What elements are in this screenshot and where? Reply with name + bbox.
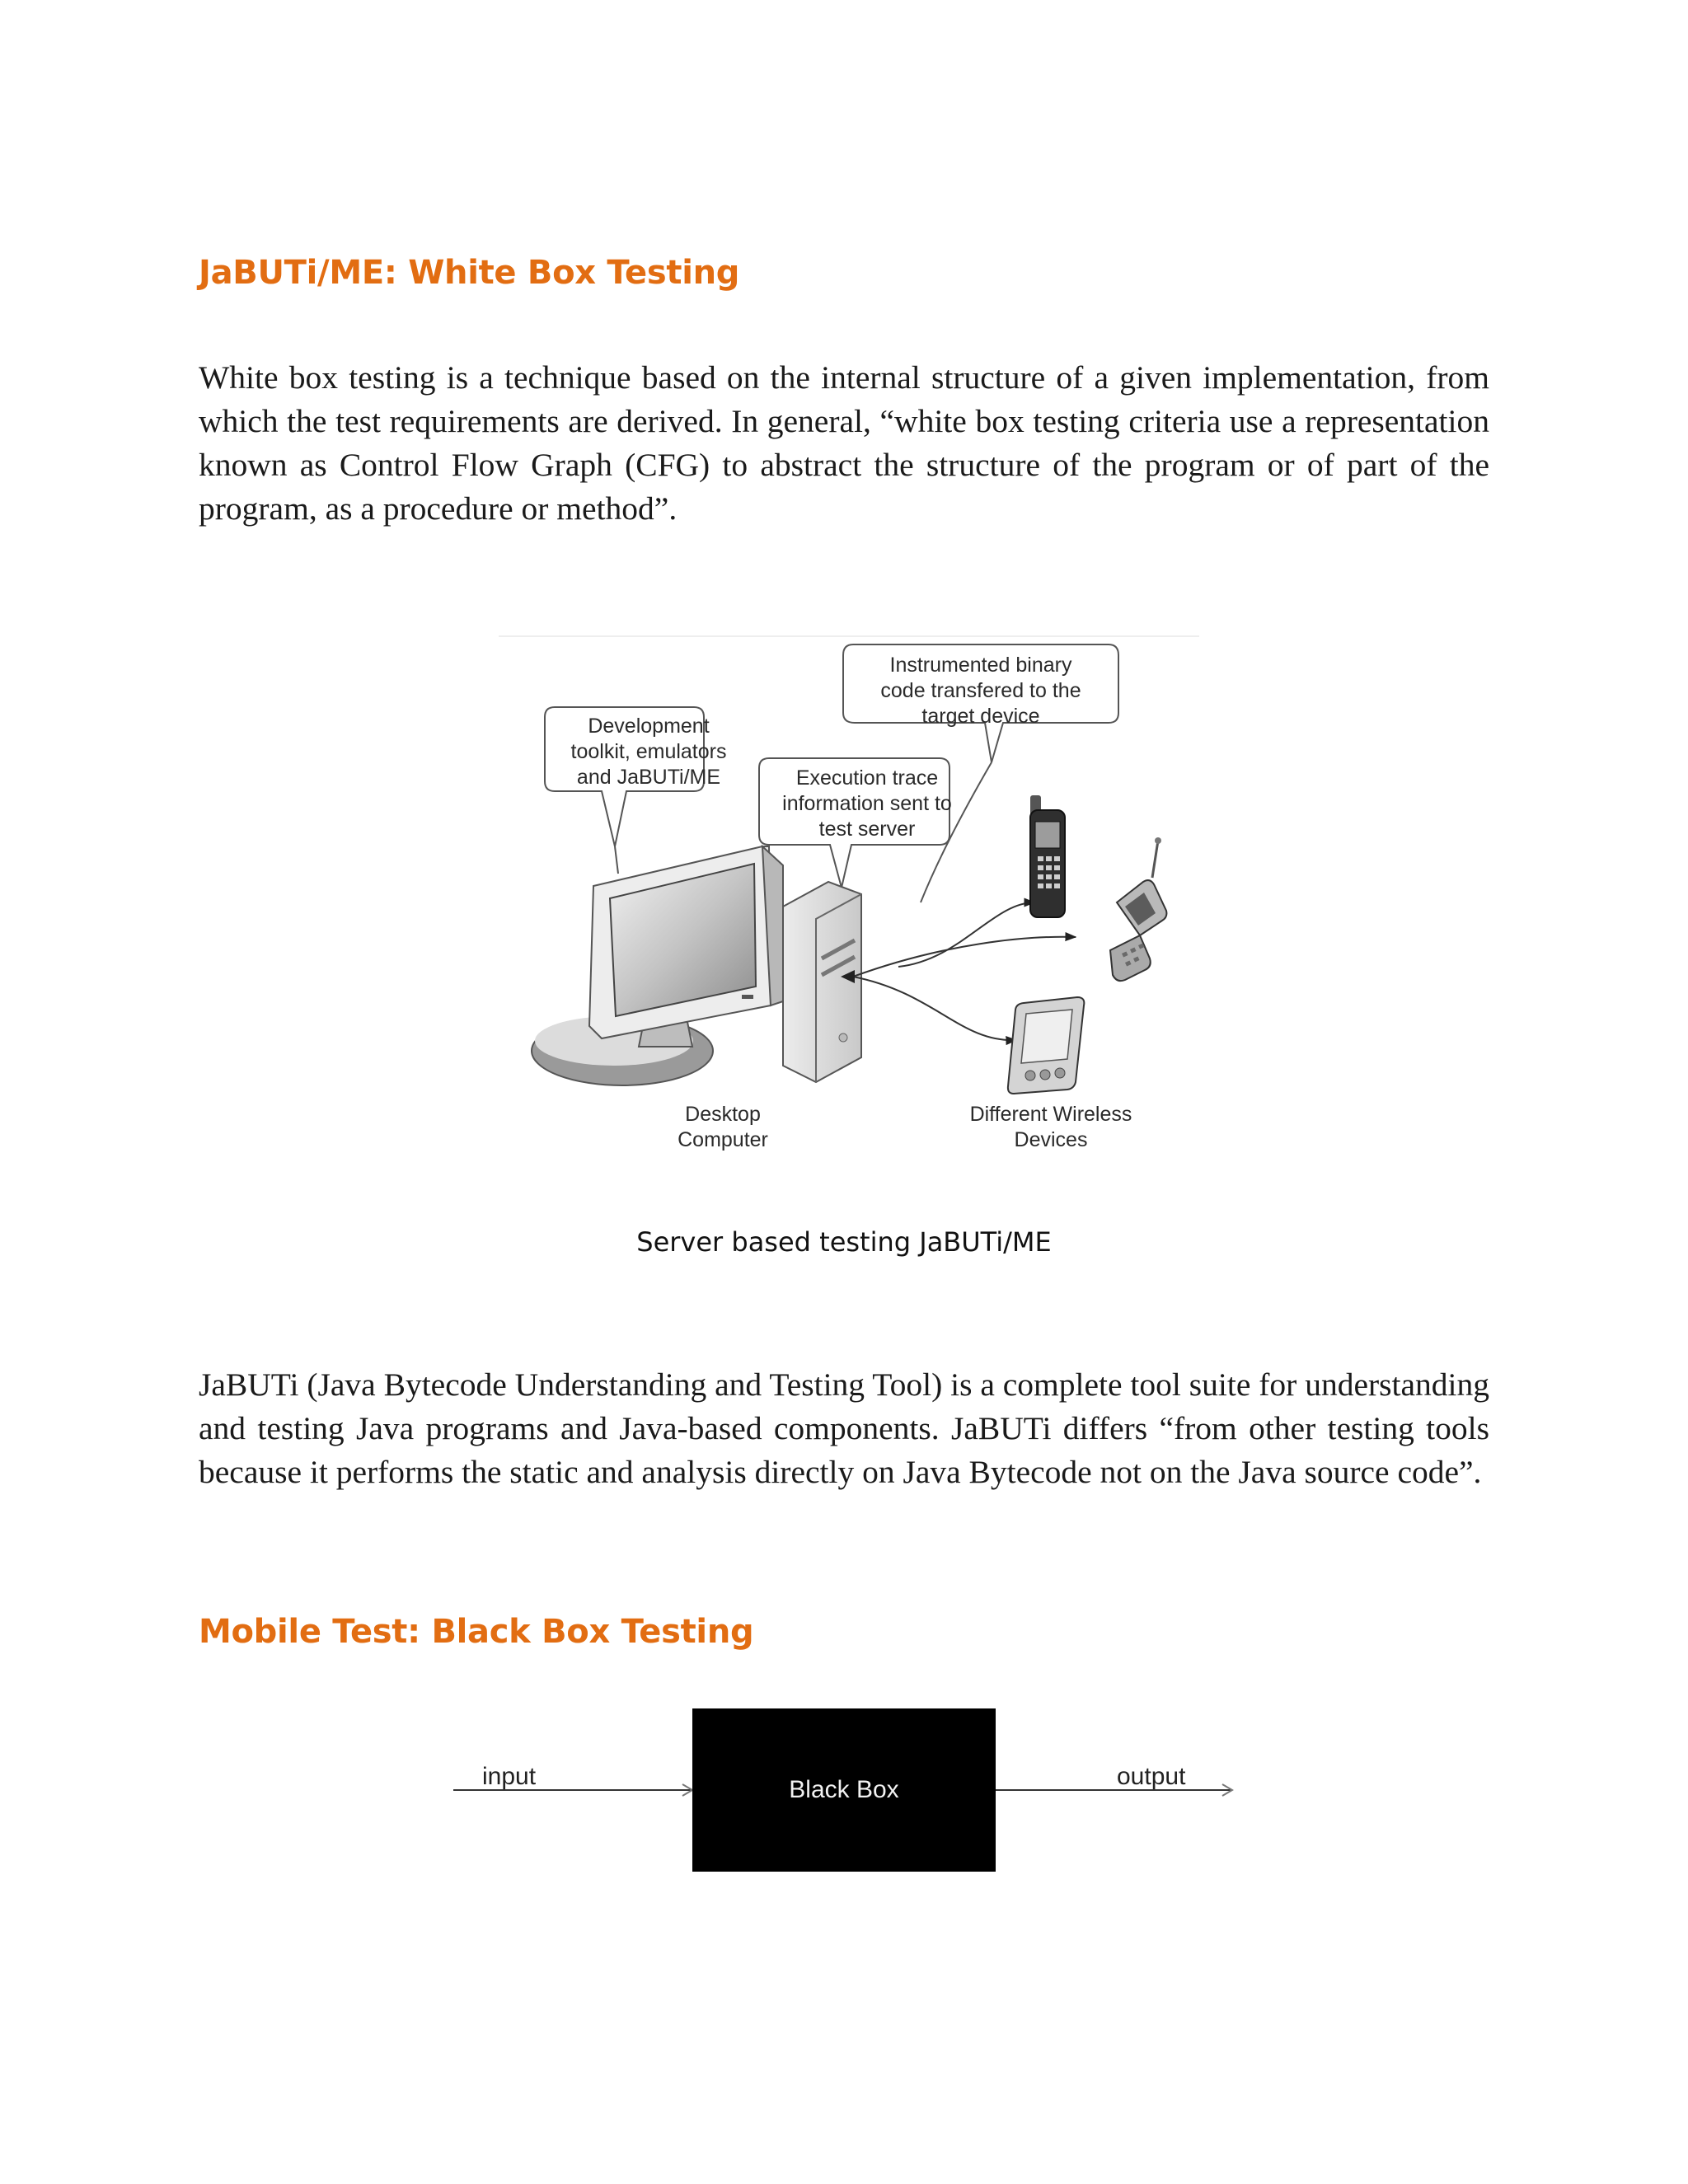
pointer-development bbox=[615, 846, 618, 874]
bubble-execution-trace bbox=[759, 758, 952, 888]
black-box-diagram bbox=[445, 1702, 1253, 1883]
bubble-instrumented-line1: Instrumented binary bbox=[889, 654, 1072, 677]
bubble-execution-line1: Execution trace bbox=[795, 766, 939, 790]
white-box-paragraph: White box testing is a technique based on the internal structure of a given implementation, from which the test requirements are derived. In general, “white box testing criteria use a representation known as Control Flow Graph (CFG) to abstract the structure of the program or of part of the program, as a procedure or method”. bbox=[199, 359, 1489, 527]
bubble-development-toolkit bbox=[545, 707, 726, 846]
label-desktop-line1: Desktop bbox=[685, 1103, 761, 1126]
input-label: input bbox=[482, 1763, 537, 1790]
bubble-instrumented-line3: target device bbox=[921, 705, 1040, 728]
section-heading-black-box: Mobile Test: Black Box Testing bbox=[199, 1613, 754, 1651]
label-devices-line1: Different Wireless bbox=[969, 1103, 1132, 1126]
bubble-execution-line3: test server bbox=[818, 818, 916, 841]
server-testing-figure bbox=[499, 630, 1199, 1166]
label-devices-line2: Devices bbox=[1014, 1128, 1088, 1151]
bubble-development-line1: Development bbox=[588, 715, 710, 738]
bubble-instrumented-binary bbox=[843, 644, 1118, 762]
flip-phone-icon bbox=[1110, 837, 1166, 981]
mobile-phone-icon bbox=[1030, 795, 1065, 917]
desktop-computer-icon bbox=[532, 846, 861, 1085]
bubble-instrumented-line2: code transfered to the bbox=[880, 679, 1081, 702]
bubble-development-line2: toolkit, emulators bbox=[570, 740, 727, 763]
label-desktop-line2: Computer bbox=[678, 1128, 768, 1151]
output-label: output bbox=[1117, 1763, 1186, 1790]
bubble-development-line3: and JaBUTi/ME bbox=[576, 766, 721, 789]
figure-caption: Server based testing JaBUTi/ME bbox=[636, 1226, 1052, 1258]
pda-icon bbox=[1008, 997, 1084, 1094]
jabuti-paragraph: JaBUTi (Java Bytecode Understanding and Testing Tool) is a complete tool suite for understanding and testing Java programs and Java-based components. JaBUTi differs “from other testing tools because it performs the static and analysis directly on Java Bytecode not on the Java source code”. bbox=[199, 1366, 1489, 1490]
black-box-label: Black Box bbox=[789, 1776, 899, 1803]
section-heading-white-box: JaBUTi/ME: White Box Testing bbox=[199, 254, 740, 292]
bubble-execution-line2: information sent to bbox=[782, 792, 952, 815]
